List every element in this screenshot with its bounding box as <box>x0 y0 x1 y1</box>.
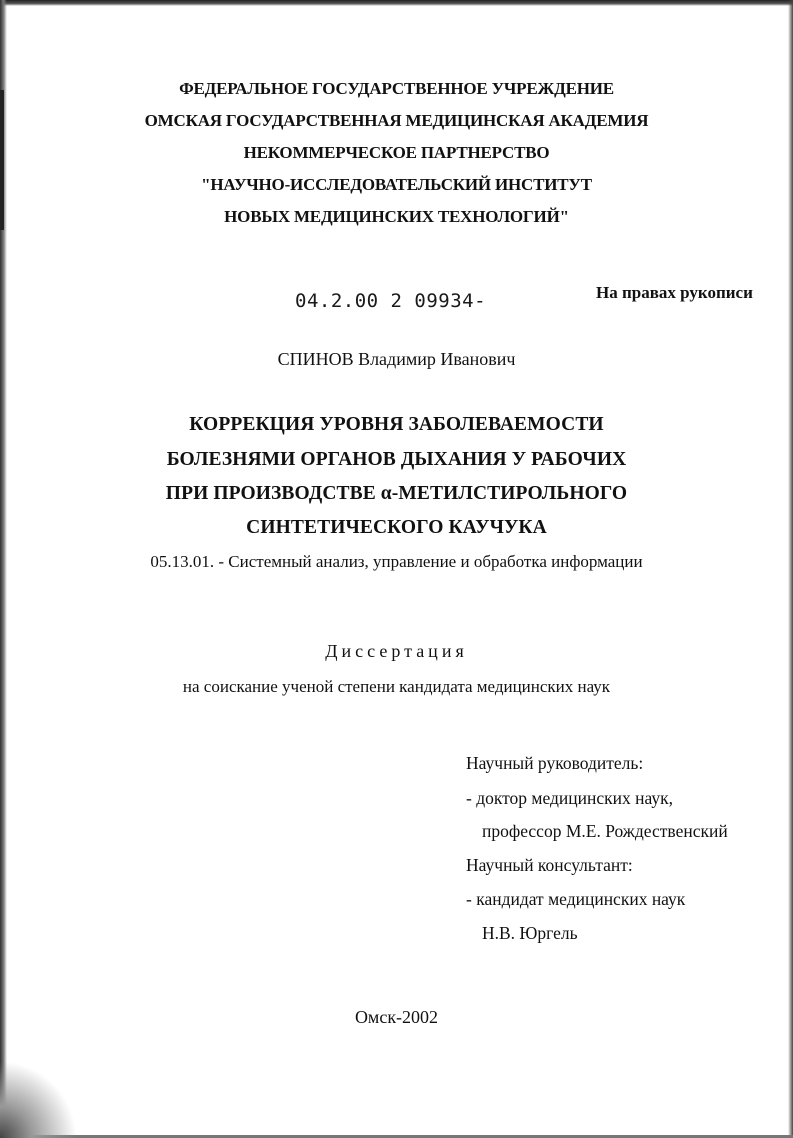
supervisor-heading: Научный руководитель: <box>466 753 644 773</box>
specialty-code: 05.13.01. - Системный анализ, управление и обработка информации <box>150 552 643 571</box>
rights-note: На правах рукописи <box>596 283 753 302</box>
title-line-4: СИНТЕТИЧЕСКОГО КАУЧУКА <box>246 517 547 538</box>
header-line-5: НОВЫХ МЕДИЦИНСКИХ ТЕХНОЛОГИЙ" <box>224 207 569 226</box>
header-line-4: "НАУЧНО-ИССЛЕДОВАТЕЛЬСКИЙ ИНСТИТУТ <box>201 175 592 194</box>
title-line-2: БОЛЕЗНЯМИ ОРГАНОВ ДЫХАНИЯ У РАБОЧИХ <box>166 449 627 470</box>
header-line-2: ОМСКАЯ ГОСУДАРСТВЕННАЯ МЕДИЦИНСКАЯ АКАДЕМИЯ <box>144 111 649 130</box>
archive-number: 04.2.00 2 09934- <box>295 290 487 312</box>
degree-line: на соискание ученой степени кандидата медицинских наук <box>182 677 611 696</box>
scan-corner-shadow <box>0 1048 90 1138</box>
consultant-name: Н.В. Юргель <box>482 923 578 943</box>
title-line-3: ПРИ ПРОИЗВОДСТВЕ α-МЕТИЛСТИРОЛЬНОГО <box>165 483 628 504</box>
author-name: СПИНОВ Владимир Иванович <box>277 349 516 369</box>
consultant-degree: - кандидат медицинских наук <box>466 889 686 909</box>
supervisor-degree: - доктор медицинских наук, <box>466 788 674 808</box>
supervisor-name: профессор М.Е. Рождественский <box>482 821 728 841</box>
scan-edge-top <box>0 0 793 6</box>
consultant-heading: Научный консультант: <box>466 855 633 875</box>
header-line-3: НЕКОММЕРЧЕСКОЕ ПАРТНЕРСТВО <box>243 143 550 162</box>
document-type: Диссертация <box>325 641 468 661</box>
title-line-1: КОРРЕКЦИЯ УРОВНЯ ЗАБОЛЕВАЕМОСТИ <box>189 414 604 435</box>
header-line-1: ФЕДЕРАЛЬНОЕ ГОСУДАРСТВЕННОЕ УЧРЕЖДЕНИЕ <box>179 79 614 98</box>
city-year: Омск-2002 <box>354 1007 439 1027</box>
